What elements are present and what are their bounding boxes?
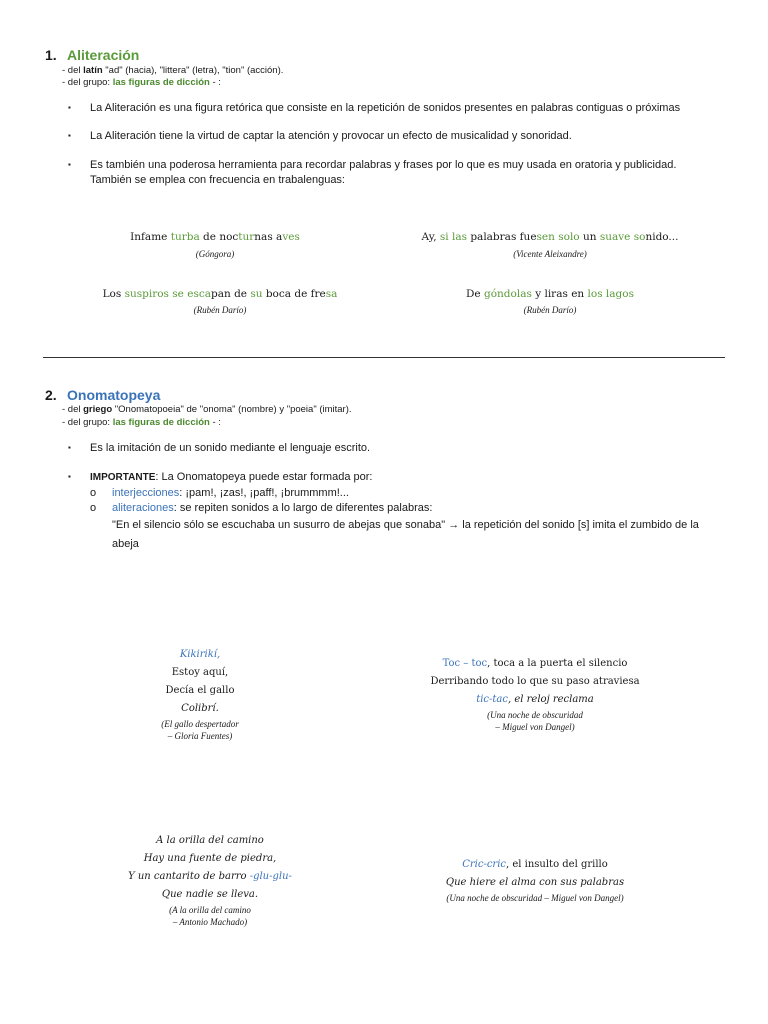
origin-line: - del latín "ad" (hacia), "littera" (letra), "tion" (acción). xyxy=(62,65,284,76)
sub-bullet-marker: o xyxy=(90,487,97,499)
example-citation: (Rubén Darío) xyxy=(193,305,247,315)
example-quote: "En el silencio sólo se escuchaba un susurro de abejas que sonaba" → la repetición del sonido [s] imita el zumbido de la xyxy=(112,519,699,531)
bullet-text: Es también una poderosa herramienta para recordar palabras y frases por lo que es muy usada en oratoria y publicidad. xyxy=(90,159,677,171)
bullet-marker: ▪ xyxy=(68,103,71,112)
example-verse: De góndolas y liras en los lagos xyxy=(466,288,634,300)
sub-bullet-interjecciones: interjecciones: ¡pam!, ¡zas!, ¡paff!, ¡brummmm!... xyxy=(112,487,349,499)
group-line: - del grupo: las figuras de dicción - : xyxy=(62,417,221,428)
sub-bullet-aliteraciones: aliteraciones: se repiten sonidos a lo largo de diferentes palabras: xyxy=(112,502,433,514)
bullet-text-continued: También se emplea con frecuencia en trabalenguas: xyxy=(90,174,345,186)
example-citation: (Góngora) xyxy=(195,249,235,259)
bullet-marker: ▪ xyxy=(68,443,71,452)
sub-bullet-marker: o xyxy=(90,502,97,514)
poem-noche-cric: Cric-cric, el insulto del grillo Que hiere el alma con sus palabras (Una noche de obscuridad – Miguel von Dangel) xyxy=(445,859,625,903)
bullet-text: La Aliteración es una figura retórica que consiste en la repetición de sonidos presentes en palabras contiguas o próximas xyxy=(90,102,681,114)
origin-line: - del griego "Onomatopoeia" de "onoma" (nombre) y "poeia" (imitar). xyxy=(62,404,352,415)
poem-noche-toc: Toc – toc, toca a la puerta el silencio Derribando todo lo que su paso atraviesa tic-tac, el reloj reclama (Una noche de obscuridad – Miguel von Dangel) xyxy=(430,658,640,732)
poem-gallo: Kikirikí, Estoy aquí, Decía el gallo Colibrí. (El gallo despertador – Gloria Fuentes) xyxy=(161,649,239,741)
example-citation: (Rubén Darío) xyxy=(523,305,577,315)
section-title: Onomatopeya xyxy=(67,387,161,403)
bullet-marker: ▪ xyxy=(68,131,71,140)
bullet-text: Es la imitación de un sonido mediante el lenguaje escrito. xyxy=(90,442,371,454)
bullet-marker: ▪ xyxy=(68,160,71,169)
bullet-text: La Aliteración tiene la virtud de captar la atención y provocar un efecto de musicalidad y sonoridad. xyxy=(90,130,572,142)
section-title: Aliteración xyxy=(67,47,140,63)
poem-orilla-camino: A la orilla del camino Hay una fuente de piedra, Y un cantarito de barro -glu-glu- Que nadie se lleva. (A la orilla del camino – Antonio Machado) xyxy=(128,835,292,927)
group-line: - del grupo: las figuras de dicción - : xyxy=(62,77,221,88)
example-verse: Infame turba de nocturnas aves xyxy=(130,231,300,243)
section-divider xyxy=(43,357,725,358)
example-quote-continued: abeja xyxy=(112,538,139,550)
important-note: IMPORTANTE: La Onomatopeya puede estar formada por: xyxy=(90,471,373,483)
section-number: 2. xyxy=(45,387,57,403)
example-verse: Ay, si las palabras fuesen solo un suave sonido... xyxy=(421,231,679,243)
section-number: 1. xyxy=(45,47,57,63)
example-verse: Los suspiros se escapan de su boca de fresa xyxy=(102,288,338,300)
bullet-marker: ▪ xyxy=(68,472,71,481)
example-citation: (Vicente Aleixandre) xyxy=(513,249,587,259)
